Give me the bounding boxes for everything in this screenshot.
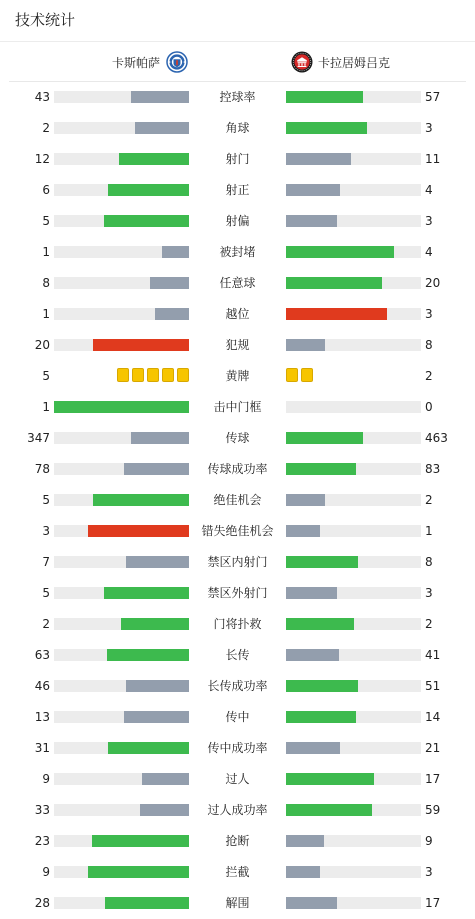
- away-stat-track: [286, 401, 421, 413]
- away-stat-value: 2: [425, 369, 433, 383]
- home-stat-track: [54, 494, 189, 506]
- away-stat-bar: [286, 432, 363, 444]
- away-stat-value: 59: [425, 803, 441, 817]
- home-stat-track: [54, 122, 189, 134]
- away-stat-value: 3: [425, 214, 433, 228]
- away-stat-track: [286, 432, 421, 444]
- away-stat-value: 3: [425, 121, 433, 135]
- stat-label: 任意球: [219, 276, 256, 290]
- away-stat-bar: [286, 649, 339, 661]
- home-stat-value: 9: [42, 865, 50, 879]
- home-stat-bar: [108, 184, 189, 196]
- away-stat-track: [286, 184, 421, 196]
- home-stat-bar: [119, 153, 189, 165]
- stat-row[interactable]: [0, 670, 475, 701]
- yellow-card-icon: [177, 368, 189, 382]
- away-stat-bar: [286, 184, 340, 196]
- home-stat-bar: [107, 649, 189, 661]
- away-stat-bar: [286, 866, 320, 878]
- home-stat-bar: [126, 680, 189, 692]
- away-stat-bar: [286, 835, 324, 847]
- home-yellow-cards: [117, 368, 189, 382]
- away-stat-track: [286, 835, 421, 847]
- away-stat-bar: [286, 308, 387, 320]
- away-stat-value: 17: [425, 772, 441, 786]
- stat-row[interactable]: [0, 391, 475, 422]
- stat-label: 传球: [225, 431, 250, 445]
- away-stat-bar: [286, 277, 382, 289]
- home-stat-value: 8: [42, 276, 50, 290]
- stat-label: 犯规: [225, 338, 250, 352]
- home-stat-value: 1: [42, 400, 50, 414]
- away-stat-bar: [286, 463, 356, 475]
- stat-row[interactable]: [0, 236, 475, 267]
- yellow-card-icon: [117, 368, 129, 382]
- home-stat-track: [54, 742, 189, 754]
- away-stat-bar: [286, 897, 337, 909]
- home-team[interactable]: [112, 49, 188, 75]
- home-stat-value: 13: [34, 710, 50, 724]
- away-stat-track: [286, 277, 421, 289]
- home-stat-value: 33: [34, 803, 50, 817]
- yellow-card-icon: [132, 368, 144, 382]
- home-stat-bar: [142, 773, 189, 785]
- away-stat-track: [286, 804, 421, 816]
- stat-row[interactable]: [0, 577, 475, 608]
- home-stat-value: 9: [42, 772, 50, 786]
- away-stat-bar: [286, 153, 351, 165]
- stat-label: 射偏: [225, 214, 250, 228]
- stat-label: 错失绝佳机会: [201, 524, 274, 538]
- stat-label: 禁区内射门: [207, 555, 268, 569]
- away-stat-value: 17: [425, 896, 441, 910]
- home-stat-track: [54, 401, 189, 413]
- away-stat-track: [286, 122, 421, 134]
- away-stat-track: [286, 649, 421, 661]
- away-stat-bar: [286, 215, 337, 227]
- yellow-card-icon: [286, 368, 298, 382]
- stat-row[interactable]: [0, 453, 475, 484]
- home-stat-bar: [104, 215, 189, 227]
- home-stat-value: 43: [34, 90, 50, 104]
- away-stat-bar: [286, 339, 325, 351]
- away-stat-value: 1: [425, 524, 433, 538]
- home-stat-track: [54, 773, 189, 785]
- stats-list: [0, 81, 475, 918]
- away-stat-track: [286, 153, 421, 165]
- away-stat-track: [286, 215, 421, 227]
- home-stat-value: 23: [34, 834, 50, 848]
- away-stat-track: [286, 711, 421, 723]
- stat-row[interactable]: [0, 701, 475, 732]
- away-stat-value: 14: [425, 710, 441, 724]
- home-stat-bar: [88, 866, 189, 878]
- home-stat-bar: [88, 525, 189, 537]
- away-stat-value: 9: [425, 834, 433, 848]
- stat-row[interactable]: [0, 887, 475, 918]
- away-stat-bar: [286, 711, 356, 723]
- home-stat-value: 5: [42, 214, 50, 228]
- stat-row[interactable]: [0, 205, 475, 236]
- home-stat-track: [54, 277, 189, 289]
- stat-label: 过人成功率: [207, 803, 268, 817]
- home-stat-track: [54, 866, 189, 878]
- home-stat-value: 31: [34, 741, 50, 755]
- stat-label: 长传: [225, 648, 250, 662]
- away-stat-bar: [286, 680, 358, 692]
- stat-row[interactable]: [0, 360, 475, 391]
- stat-label: 越位: [225, 307, 250, 321]
- away-stat-bar: [286, 91, 363, 103]
- home-stat-bar: [124, 711, 189, 723]
- home-stat-track: [54, 184, 189, 196]
- away-stat-track: [286, 525, 421, 537]
- yellow-card-icon: [162, 368, 174, 382]
- away-stat-value: 8: [425, 338, 433, 352]
- stat-label: 射正: [225, 183, 250, 197]
- away-stat-bar: [286, 804, 372, 816]
- away-stat-value: 3: [425, 307, 433, 321]
- stat-row[interactable]: [0, 329, 475, 360]
- away-stat-track: [286, 246, 421, 258]
- yellow-card-icon: [301, 368, 313, 382]
- home-stat-track: [54, 711, 189, 723]
- away-stat-value: 11: [425, 152, 441, 166]
- home-stat-value: 78: [34, 462, 50, 476]
- home-stat-track: [54, 525, 189, 537]
- away-stat-value: 57: [425, 90, 441, 104]
- home-stat-value: 3: [42, 524, 50, 538]
- karagumruk-crest-icon: [291, 51, 313, 73]
- home-stat-bar: [140, 804, 189, 816]
- team-header: [9, 42, 466, 82]
- stat-row[interactable]: [0, 825, 475, 856]
- away-stat-track: [286, 463, 421, 475]
- yellow-card-icon: [147, 368, 159, 382]
- home-team-name: 卡斯帕萨: [111, 55, 160, 70]
- away-stat-bar: [286, 618, 354, 630]
- away-yellow-cards: [286, 368, 313, 382]
- stat-row[interactable]: [0, 174, 475, 205]
- away-stat-track: [286, 742, 421, 754]
- away-stat-bar: [286, 246, 394, 258]
- stat-row[interactable]: [0, 608, 475, 639]
- away-stat-track: [286, 91, 421, 103]
- away-stat-track: [286, 680, 421, 692]
- stat-row[interactable]: [0, 143, 475, 174]
- stat-row[interactable]: [0, 484, 475, 515]
- home-stat-track: [54, 308, 189, 320]
- away-stat-value: 463: [425, 431, 448, 445]
- stat-label: 射门: [225, 152, 250, 166]
- away-stat-bar: [286, 773, 374, 785]
- home-stat-bar: [131, 91, 189, 103]
- home-stat-value: 63: [34, 648, 50, 662]
- home-stat-track: [54, 339, 189, 351]
- away-stat-track: [286, 308, 421, 320]
- home-stat-value: 2: [42, 617, 50, 631]
- away-stat-value: 2: [425, 617, 433, 631]
- away-stat-value: 41: [425, 648, 441, 662]
- stat-row[interactable]: [0, 856, 475, 887]
- stat-label: 解围: [225, 896, 250, 910]
- home-stat-value: 28: [34, 896, 50, 910]
- home-stat-track: [54, 897, 189, 909]
- home-stat-bar: [105, 897, 189, 909]
- home-stat-bar: [92, 835, 189, 847]
- home-stat-bar: [104, 587, 189, 599]
- home-stat-track: [54, 587, 189, 599]
- stat-label: 角球: [225, 121, 250, 135]
- stat-row[interactable]: [0, 267, 475, 298]
- stat-label: 拦截: [225, 865, 250, 879]
- home-stat-track: [54, 432, 189, 444]
- stat-row[interactable]: [0, 794, 475, 825]
- home-stat-bar: [155, 308, 189, 320]
- stat-label: 被封堵: [219, 245, 256, 259]
- stat-row[interactable]: [0, 81, 475, 112]
- page-title: 技术统计: [15, 11, 76, 29]
- away-stat-track: [286, 773, 421, 785]
- home-stat-value: 46: [34, 679, 50, 693]
- home-stat-value: 1: [42, 307, 50, 321]
- away-stat-track: [286, 866, 421, 878]
- home-stat-bar: [135, 122, 189, 134]
- home-stat-value: 5: [42, 586, 50, 600]
- away-stat-value: 21: [425, 741, 441, 755]
- home-stat-bar: [131, 432, 189, 444]
- stat-label: 传中成功率: [207, 741, 268, 755]
- stat-label: 黄牌: [225, 369, 250, 383]
- home-stat-bar: [54, 401, 189, 413]
- home-stat-bar: [150, 277, 189, 289]
- home-stat-value: 20: [34, 338, 50, 352]
- away-stat-value: 83: [425, 462, 441, 476]
- home-stat-track: [54, 463, 189, 475]
- home-stat-track: [54, 556, 189, 568]
- away-stat-value: 8: [425, 555, 433, 569]
- away-stat-bar: [286, 525, 320, 537]
- home-stat-bar: [124, 463, 189, 475]
- stat-row[interactable]: [0, 763, 475, 794]
- stat-row[interactable]: [0, 112, 475, 143]
- home-stat-track: [54, 835, 189, 847]
- away-stat-value: 0: [425, 400, 433, 414]
- away-stat-value: 20: [425, 276, 441, 290]
- home-stat-value: 12: [34, 152, 50, 166]
- home-stat-value: 5: [42, 369, 50, 383]
- stat-label: 抢断: [225, 834, 250, 848]
- stat-label: 门将扑救: [213, 617, 262, 631]
- away-stat-track: [286, 897, 421, 909]
- away-stat-track: [286, 556, 421, 568]
- home-stat-bar: [108, 742, 189, 754]
- home-stat-bar: [121, 618, 189, 630]
- stat-label: 传球成功率: [207, 462, 268, 476]
- away-stat-value: 4: [425, 245, 433, 259]
- home-stat-value: 6: [42, 183, 50, 197]
- home-stat-bar: [126, 556, 189, 568]
- stat-row[interactable]: [0, 639, 475, 670]
- away-stat-bar: [286, 494, 325, 506]
- away-stat-track: [286, 339, 421, 351]
- home-stat-track: [54, 91, 189, 103]
- home-stat-track: [54, 804, 189, 816]
- stat-row[interactable]: [0, 732, 475, 763]
- away-stat-bar: [286, 587, 337, 599]
- away-stat-track: [286, 618, 421, 630]
- home-stat-value: 5: [42, 493, 50, 507]
- away-team-name: 卡拉居姆吕克: [318, 55, 391, 70]
- home-stat-track: [54, 618, 189, 630]
- stat-label: 禁区外射门: [207, 586, 268, 600]
- home-stat-bar: [162, 246, 189, 258]
- stat-label: 控球率: [219, 90, 256, 104]
- stat-label: 长传成功率: [207, 679, 268, 693]
- away-stat-value: 3: [425, 865, 433, 879]
- away-stat-track: [286, 587, 421, 599]
- away-stat-bar: [286, 122, 367, 134]
- home-stat-track: [54, 246, 189, 258]
- away-team[interactable]: [291, 49, 390, 75]
- home-stat-value: 1: [42, 245, 50, 259]
- home-stat-track: [54, 153, 189, 165]
- kasimpasa-crest-icon: [166, 51, 188, 73]
- away-stat-value: 51: [425, 679, 441, 693]
- stat-row[interactable]: [0, 298, 475, 329]
- stat-row[interactable]: [0, 515, 475, 546]
- home-stat-track: [54, 649, 189, 661]
- home-stat-value: 347: [27, 431, 50, 445]
- home-stat-bar: [93, 494, 189, 506]
- stat-row[interactable]: [0, 546, 475, 577]
- away-stat-bar: [286, 556, 358, 568]
- home-stat-bar: [93, 339, 189, 351]
- away-stat-value: 2: [425, 493, 433, 507]
- away-stat-track: [286, 494, 421, 506]
- home-stat-value: 2: [42, 121, 50, 135]
- home-stat-value: 7: [42, 555, 50, 569]
- home-stat-track: [54, 680, 189, 692]
- stat-label: 传中: [225, 710, 250, 724]
- away-stat-value: 4: [425, 183, 433, 197]
- stat-label: 击中门框: [213, 400, 262, 414]
- away-stat-value: 3: [425, 586, 433, 600]
- away-stat-bar: [286, 742, 340, 754]
- stat-label: 过人: [225, 772, 250, 786]
- home-stat-track: [54, 215, 189, 227]
- stat-label: 绝佳机会: [213, 493, 262, 507]
- stat-row[interactable]: [0, 422, 475, 453]
